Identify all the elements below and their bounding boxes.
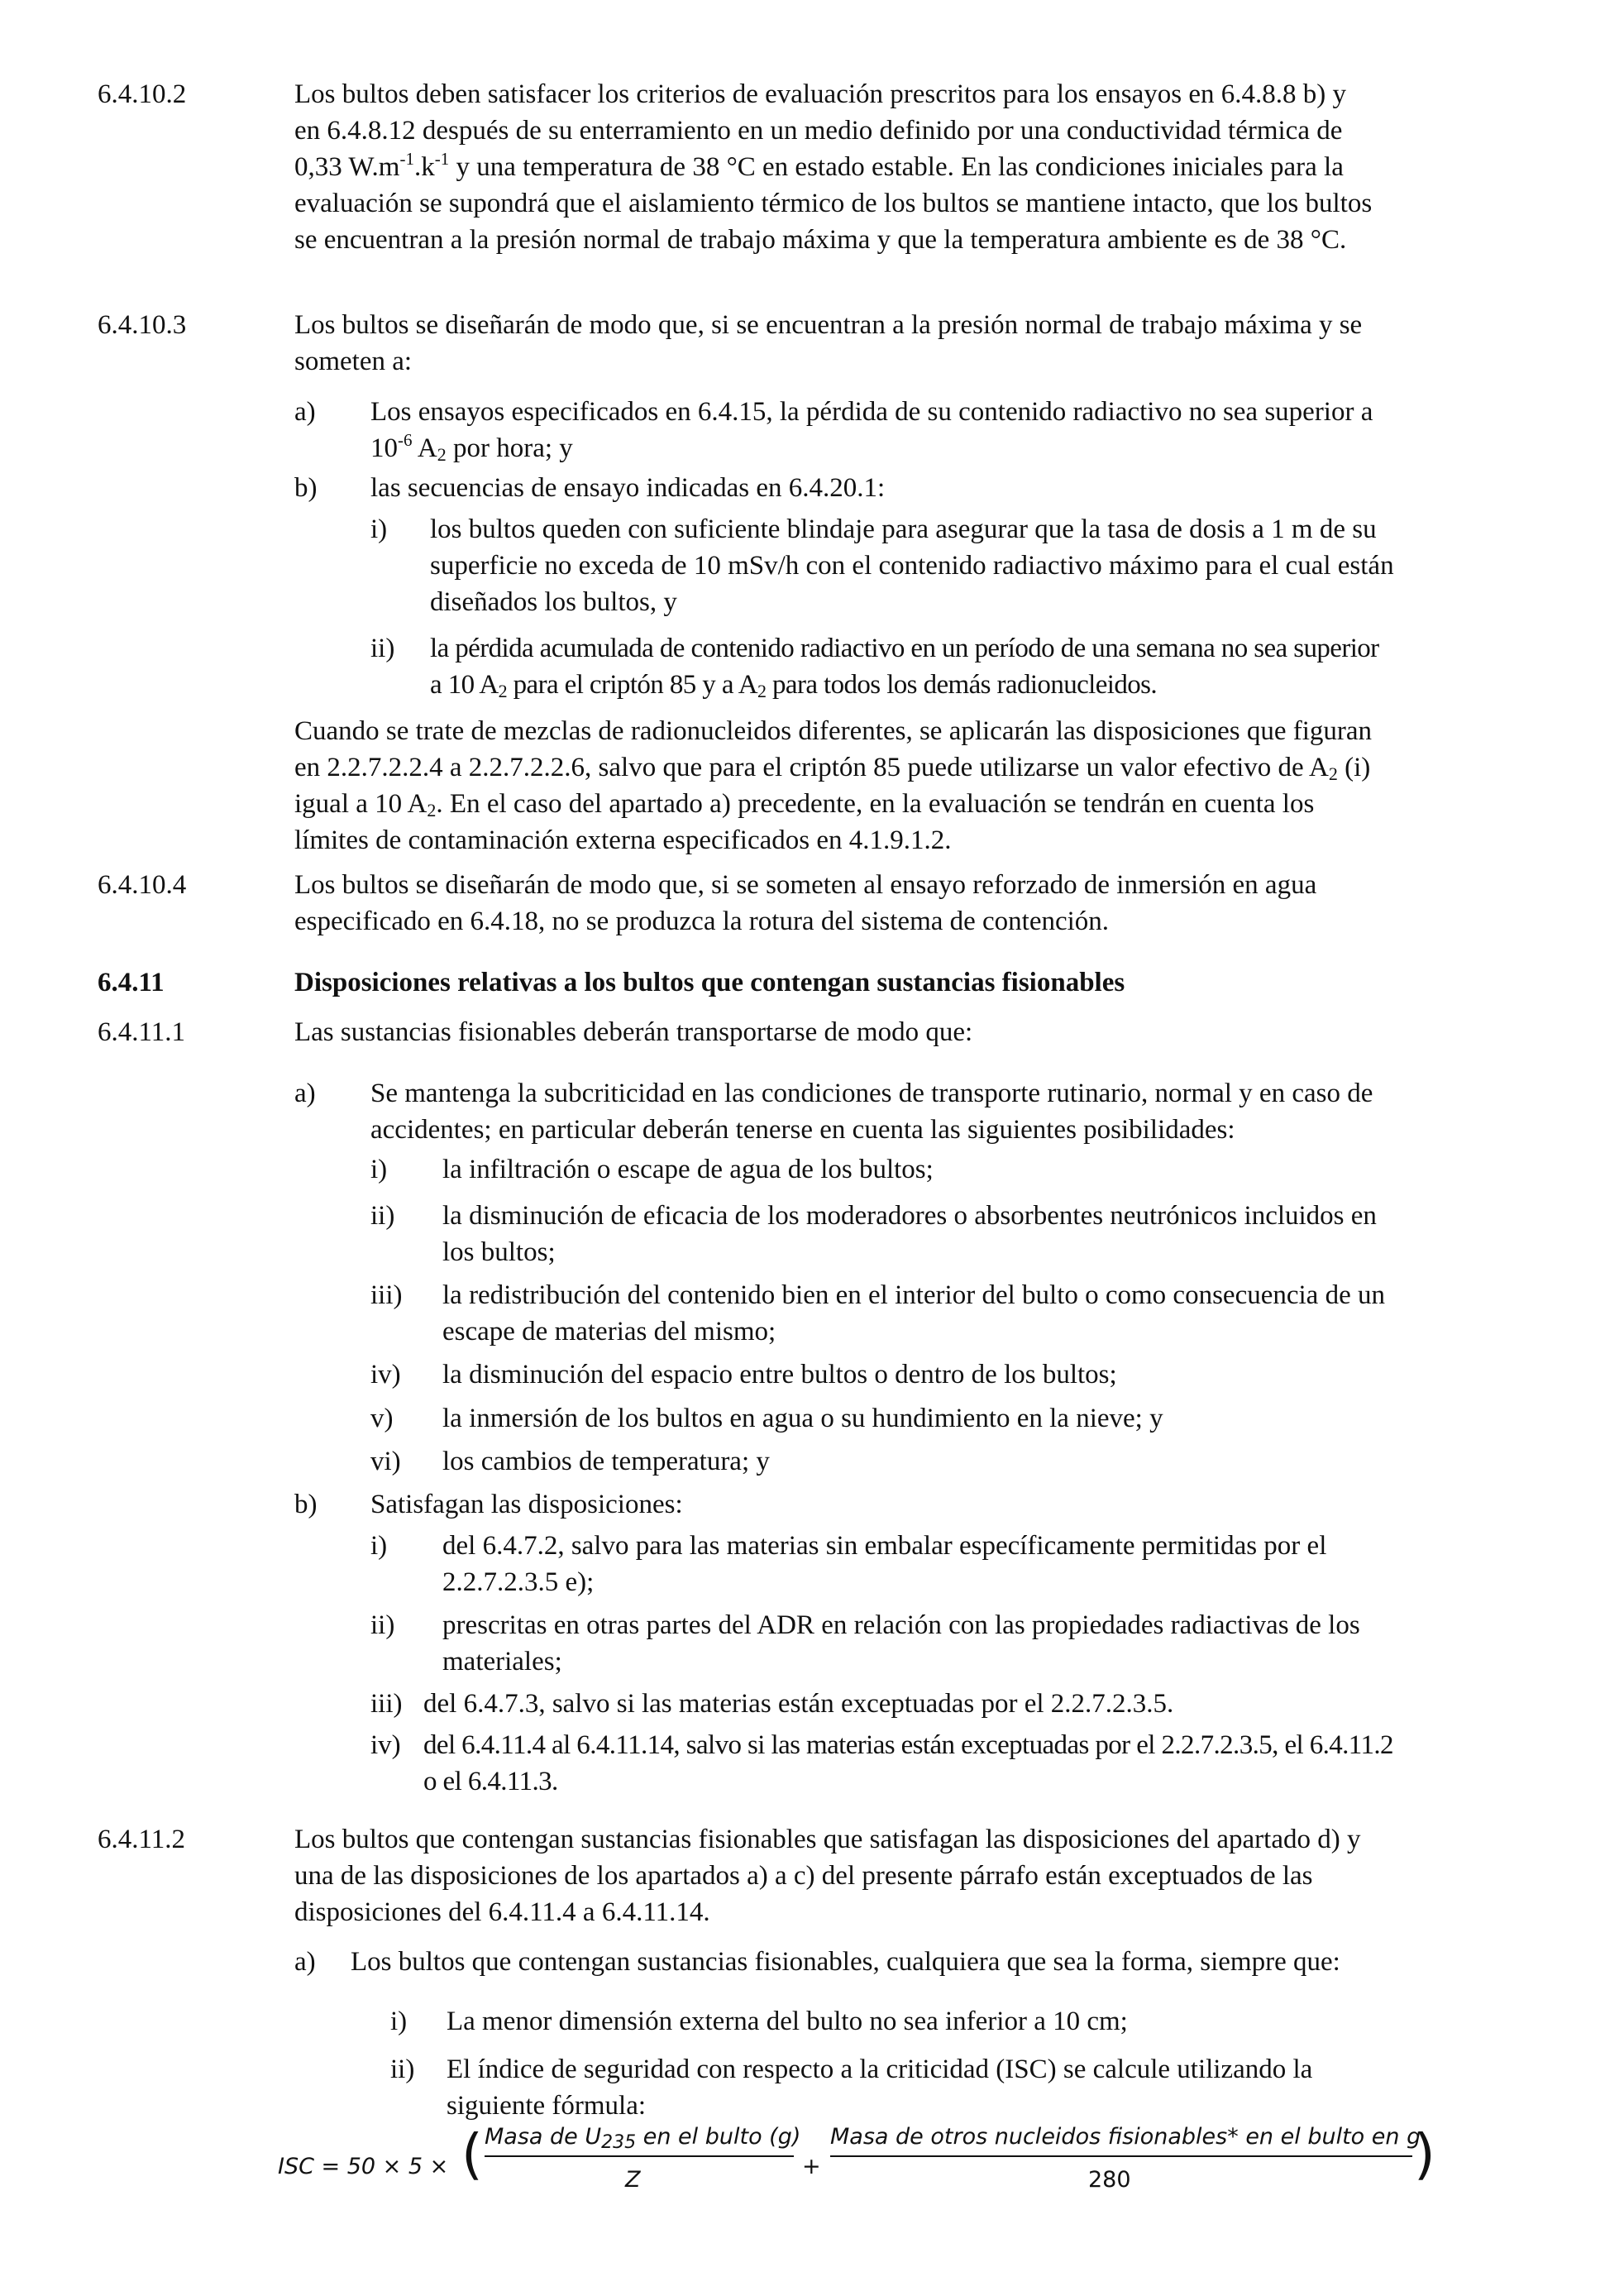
list-marker: iv): [370, 1360, 401, 1390]
paragraph-mixtures: Cuando se trate de mezclas de radionucleidos diferentes, se aplicarán las disposiciones que figuran en 2.2.7.2.2.4 a 2.2.7.2.2.6, salvo que para el criptón 85 puede utilizarse un valor efectivo de $A_2$ (i) igual a 10 $A_2$. En el caso del apartado a) precedente, en la evaluación se tendrán en cuenta los límites de contaminación externa especificados en 4.1.9.1.2.: [294, 716, 1373, 855]
list-marker: b): [294, 1490, 318, 1519]
list-item: El índice de seguridad con respecto a la criticidad (ISC) se calcule utilizando la siguiente fórmula:: [447, 2054, 1313, 2121]
formula-lhs: ISC = 50 × 5 ×: [278, 2154, 449, 2179]
section-heading: Disposiciones relativas a los bultos que contengan sustancias fisionables: [294, 968, 1125, 997]
formula-denominator-2: 280: [1088, 2167, 1131, 2193]
formula-numerator-2: Masa de otros nucleidos fisionables* en el bulto en g: [830, 2124, 1421, 2150]
list-marker: b): [294, 473, 318, 503]
formula-numerator-1: Masa de $U_{235}$ en el bulto (g): [485, 2124, 801, 2153]
list-marker: a): [294, 397, 316, 427]
list-item-a: Los bultos que contengan sustancias fisionables, cualquiera que sea la forma, siempre que:: [351, 1947, 1340, 1977]
list-marker: a): [294, 1947, 316, 1977]
list-marker: ii): [370, 1610, 395, 1640]
list-marker: i): [370, 1155, 388, 1184]
list-item: la infiltración o escape de agua de los bultos;: [442, 1155, 934, 1184]
list-item: del 6.4.7.2, salvo para las materias sin embalar específicamente permitidas por el 2.2.7.2.3.5 e);: [442, 1531, 1327, 1597]
list-item: del 6.4.11.4 al 6.4.11.14, salvo si las materias están exceptuadas por el 2.2.7.2.3.5, el 6.4.11.2 o el 6.4.11.3.: [423, 1730, 1393, 1796]
list-item: la redistribución del contenido bien en el interior del bulto o como consecuencia de un escape de materias del mismo;: [442, 1280, 1385, 1347]
list-marker: ii): [370, 634, 395, 663]
list-item: la disminución del espacio entre bultos o dentro de los bultos;: [442, 1360, 1117, 1390]
list-item-a: Los ensayos especificados en 6.4.15, la pérdida de su contenido radiactivo no sea superior a $10^{-6}$ $A_2$ por hora; y: [370, 397, 1373, 465]
paragraph-6-4-10-3-intro: Los bultos se diseñarán de modo que, si se encuentran a la presión normal de trabajo máxima y se someten a:: [294, 310, 1363, 376]
left-paren-icon: (: [461, 2122, 483, 2186]
list-marker: a): [294, 1079, 316, 1108]
paragraph-6-4-10-4: Los bultos se diseñarán de modo que, si se someten al ensayo reforzado de inmersión en agua especificado en 6.4.18, no se produzca la rotura del sistema de contención.: [294, 870, 1317, 936]
fraction-line: [830, 2155, 1412, 2157]
list-item-b: las secuencias de ensayo indicadas en 6.4.20.1:: [370, 473, 886, 503]
right-paren-icon: ): [1414, 2122, 1435, 2186]
list-marker: ii): [370, 1201, 395, 1231]
list-item: la inmersión de los bultos en agua o su hundimiento en la nieve; y: [442, 1404, 1163, 1433]
paragraph-6-4-11-1-intro: Las sustancias fisionables deberán transportarse de modo que:: [294, 1017, 973, 1047]
paragraph-6-4-10-2: Los bultos deben satisfacer los criterios de evaluación prescritos para los ensayos en 6.4.8.8 b) y en 6.4.8.12 después de su enterramiento en un medio definido por una conductividad térmica de 0,33 $W.m^{-1}.k^{-1}$ y una temperatura de 38 °C en estado estable. En las condiciones iniciales para la evaluación se supondrá que el aislamiento térmico de los bultos se mantiene intacto, que los bultos se encuentran a la presión normal de trabajo máxima y que la temperatura ambiente es de 38 °C.: [294, 79, 1373, 255]
list-marker: iv): [370, 1730, 401, 1760]
list-item-b-ii: la pérdida acumulada de contenido radiactivo en un período de una semana no sea superior a 10 $A_2$ para el criptón 85 y a $A_2$ para todos los demás radionucleidos.: [430, 634, 1379, 701]
list-item: La menor dimensión externa del bulto no sea inferior a 10 cm;: [447, 2007, 1128, 2036]
section-number: 6.4.10.4: [98, 870, 187, 900]
section-number: 6.4.11.2: [98, 1825, 186, 1854]
list-item-b-i: los bultos queden con suficiente blindaje para asegurar que la tasa de dosis a 1 m de su superficie no exceda de 10 mSv/h con el contenido radiactivo máximo para el cual están diseñados los bultos, y: [430, 514, 1394, 617]
fraction-line: [485, 2155, 794, 2157]
list-item: la disminución de eficacia de los moderadores o absorbentes neutrónicos incluidos en los bultos;: [442, 1201, 1377, 1267]
list-item: los cambios de temperatura; y: [442, 1447, 770, 1476]
list-item-a: Se mantenga la subcriticidad en las condiciones de transporte rutinario, normal y en caso de accidentes; en particular deberán tenerse en cuenta las siguientes posibilidades:: [370, 1079, 1373, 1145]
section-number: 6.4.11: [98, 968, 165, 997]
list-marker: v): [370, 1404, 394, 1433]
list-item-b: Satisfagan las disposiciones:: [370, 1490, 683, 1519]
list-marker: i): [370, 514, 388, 544]
formula-plus: +: [802, 2154, 821, 2179]
isc-formula: [278, 2119, 1435, 2210]
list-marker: ii): [390, 2054, 415, 2084]
section-number: 6.4.11.1: [98, 1017, 186, 1047]
list-item: del 6.4.7.3, salvo si las materias están exceptuadas por el 2.2.7.2.3.5.: [423, 1689, 1174, 1719]
section-number: 6.4.10.3: [98, 310, 187, 340]
section-number: 6.4.10.2: [98, 79, 187, 109]
list-marker: vi): [370, 1447, 401, 1476]
list-marker: i): [370, 1531, 388, 1561]
list-item: prescritas en otras partes del ADR en relación con las propiedades radiactivas de los materiales;: [442, 1610, 1360, 1677]
list-marker: iii): [370, 1280, 403, 1310]
paragraph-6-4-11-2: Los bultos que contengan sustancias fisionables que satisfagan las disposiciones del apartado d) y una de las disposiciones de los apartados a) a c) del presente párrafo están exceptuados de las disposiciones del 6.4.11.4 a 6.4.11.14.: [294, 1825, 1361, 1927]
list-marker: i): [390, 2007, 408, 2036]
list-marker: iii): [370, 1689, 403, 1719]
formula-denominator-1: Z: [625, 2167, 641, 2193]
